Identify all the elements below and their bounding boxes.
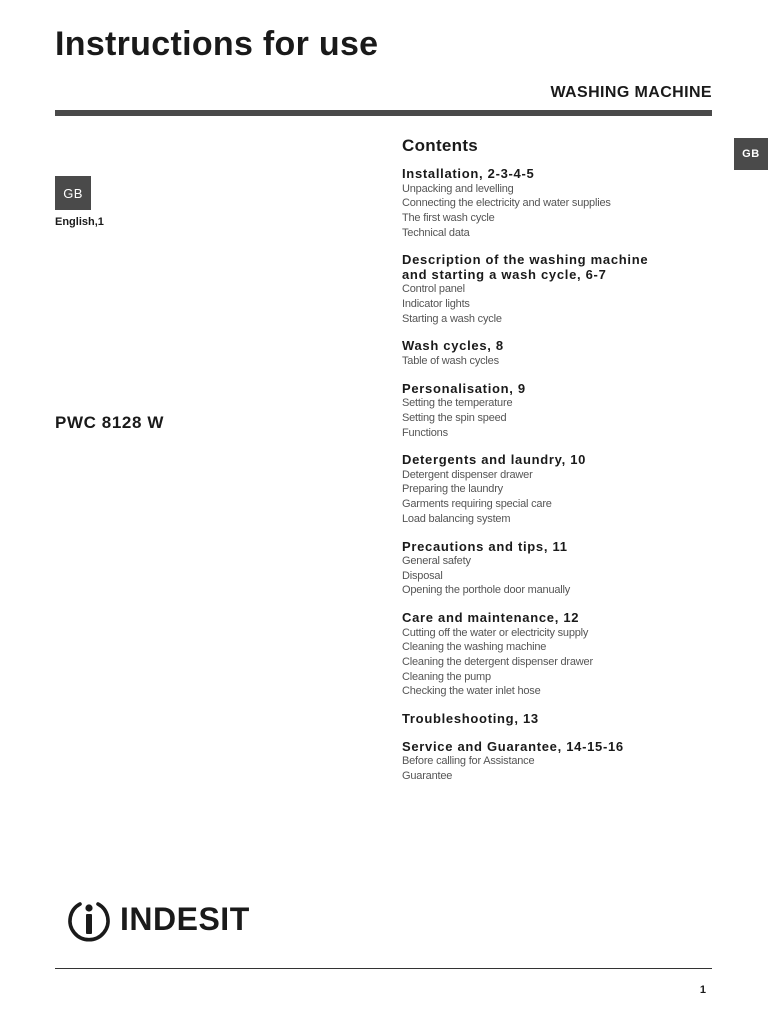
section-item[interactable]: Cleaning the pump — [402, 670, 491, 683]
section-item[interactable]: The first wash cycle — [402, 211, 495, 224]
section-item[interactable]: Setting the spin speed — [402, 411, 507, 424]
section-item[interactable]: Cutting off the water or electricity supply — [402, 626, 589, 639]
indesit-i-logo-icon — [66, 896, 112, 942]
contents-section — [402, 167, 702, 240]
brand-wordmark: INDESIT — [120, 901, 250, 937]
section-item[interactable]: Cleaning the detergent dispenser drawer — [402, 656, 593, 669]
side-language-tab[interactable]: GB — [734, 138, 768, 170]
contents-section — [402, 253, 702, 326]
section-item[interactable]: Cleaning the washing machine — [402, 641, 547, 654]
contents-section — [402, 339, 702, 368]
section-title[interactable]: Troubleshooting, 13 — [402, 711, 539, 727]
page-title: Instructions for use — [55, 25, 379, 63]
section-title[interactable]: Installation, 2-3-4-5 — [402, 166, 535, 181]
contents-section — [402, 453, 702, 526]
section-title[interactable]: Personalisation, 9 — [402, 380, 526, 396]
section-item[interactable]: Technical data — [402, 226, 470, 239]
section-item[interactable]: Control panel — [402, 283, 465, 296]
contents-section — [402, 712, 702, 727]
model-number: PWC 8128 W — [55, 413, 164, 432]
section-item[interactable]: Functions — [402, 426, 448, 439]
section-item[interactable]: Setting the temperature — [402, 397, 513, 410]
contents-sections — [402, 167, 702, 784]
section-item[interactable]: Unpacking and levelling — [402, 182, 514, 195]
section-title[interactable]: Wash cycles, 8 — [402, 338, 504, 354]
section-item[interactable]: Starting a wash cycle — [402, 312, 502, 325]
section-item[interactable]: Load balancing system — [402, 512, 511, 525]
section-item[interactable]: Opening the porthole door manually — [402, 584, 571, 597]
contents-section — [402, 740, 702, 784]
section-item[interactable]: General safety — [402, 555, 471, 568]
section-item[interactable]: Guarantee — [402, 769, 453, 782]
section-title[interactable]: Precautions and tips, 11 — [402, 538, 568, 554]
section-item[interactable]: Connecting the electricity and water supplies — [402, 197, 611, 210]
section-title[interactable]: Service and Guarantee, 14-15-16 — [402, 738, 624, 754]
section-title[interactable]: Detergents and laundry, 10 — [402, 452, 587, 468]
section-item[interactable]: Before calling for Assistance — [402, 755, 535, 768]
section-item[interactable]: Garments requiring special care — [402, 498, 552, 511]
section-title[interactable]: Care and maintenance, 12 — [402, 610, 580, 626]
section-item[interactable]: Checking the water inlet hose — [402, 685, 541, 698]
brand-logo — [66, 896, 250, 942]
contents-section — [402, 540, 702, 599]
contents-heading: Contents — [402, 136, 479, 155]
table-of-contents — [402, 136, 702, 797]
section-title[interactable]: Description of the washing machine — [402, 252, 649, 268]
section-item[interactable]: Table of wash cycles — [402, 354, 499, 367]
section-title[interactable]: and starting a wash cycle, 6-7 — [402, 266, 607, 282]
section-item[interactable]: Indicator lights — [402, 298, 470, 311]
product-type-heading: WASHING MACHINE — [550, 84, 712, 101]
contents-section — [402, 611, 702, 699]
contents-section — [402, 382, 702, 441]
language-link[interactable]: English,1 — [55, 216, 104, 228]
header-rule — [55, 110, 712, 116]
footer-rule — [55, 968, 712, 969]
language-badge[interactable]: GB — [55, 176, 91, 210]
section-item[interactable]: Detergent dispenser drawer — [402, 468, 533, 481]
section-item[interactable]: Preparing the laundry — [402, 483, 503, 496]
section-item[interactable]: Disposal — [402, 569, 443, 582]
page-number: 1 — [699, 984, 706, 996]
